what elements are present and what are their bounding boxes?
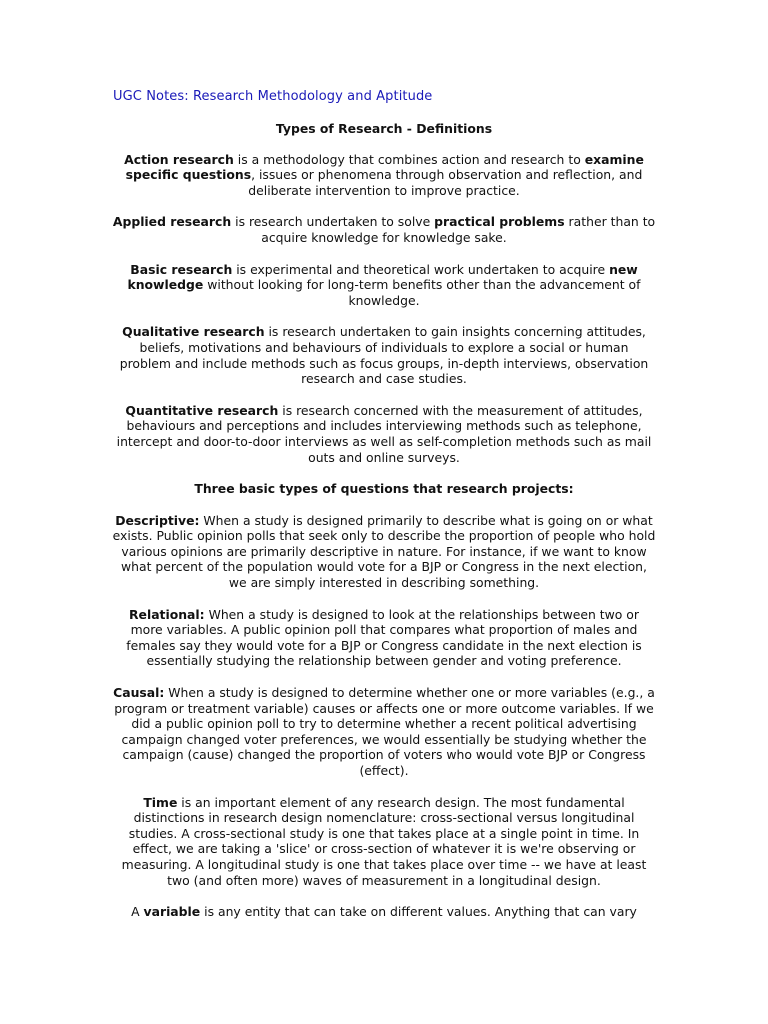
definition-action-research: Action research is a methodology that combines action and research to examine specific questions, issues or phenomena through observation and reflection, and deliberate intervention to improve practice.: [124, 151, 644, 198]
question-relational: Relational: When a study is designed to look at the relationships between two or more variables. A public opinion poll that compares what proportion of males and females say they would vote for a BJP or Congress candidate in the next election is essentially studying the relationship between gender and voting preference.: [126, 606, 642, 669]
definition-qualitative-research: Qualitative research is research undertaken to gain insights concerning attitudes, beliefs, motivations and behaviours of individuals to explore a social or human problem and include methods such as focus groups, in-depth interviews, observation research and case studies.: [119, 324, 649, 387]
time-term: Time: [143, 794, 178, 810]
definition-term: Applied research: [112, 214, 232, 230]
question-term: Causal:: [113, 685, 165, 701]
paragraph-variable: A variable is any entity that can take on different values. Anything that can vary: [131, 904, 637, 920]
paragraph-time: Time is an important element of any research design. The most fundamental distinctions in research design nomenclature: cross-sectional versus longitudinal studies. A cross-sectional study is one that takes place at a single point in time. In effect, we are taking a 'slice' or cross-section of whatever it is we're observing or measuring. A longitudinal study is one that takes place over time -- we have at least two (and often more) waves of measurement in a longitudinal design.: [121, 794, 647, 888]
definition-applied-research: Applied research is research undertaken to solve practical problems rather than to acquire knowledge for knowledge sake.: [112, 214, 656, 245]
question-term: Descriptive:: [115, 512, 200, 528]
definition-quantitative-research: Quantitative research is research concerned with the measurement of attitudes, behaviours and perceptions and includes interviewing methods such as telephone, intercept and door-to-door interviews as well as self-completion methods such as mail outs and online surveys.: [116, 402, 652, 465]
question-term: Relational:: [129, 606, 205, 622]
section-title-question-types: Three basic types of questions that research projects:: [194, 481, 574, 497]
question-causal: Causal: When a study is designed to determine whether one or more variables (e.g., a program or treatment variable) causes or affects one or more outcome variables. If we did a public opinion poll to try to determine whether a recent political advertising campaign changed voter preferences, we would essentially be studying whether the campaign (cause) changed the proportion of voters who would vote BJP or Congress (effect).: [113, 685, 655, 778]
variable-term: variable: [143, 904, 201, 920]
document-body: [112, 121, 656, 936]
document-header: UGC Notes: Research Methodology and Aptitude: [113, 89, 433, 104]
definition-term: Quantitative research: [125, 402, 279, 418]
definition-term: Action research: [124, 151, 234, 167]
definition-term: Basic research: [130, 261, 233, 277]
definition-term: Qualitative research: [122, 324, 265, 340]
question-descriptive: Descriptive: When a study is designed primarily to describe what is going on or what exists. Public opinion polls that seek only to describe the proportion of people who hold various opinions are primarily descriptive in nature. For instance, if we want to know what percent of the population would vote for a BJP or Congress in the next election, we are simply interested in describing something.: [112, 512, 656, 591]
definition-basic-research: Basic research is experimental and theoretical work undertaken to acquire new knowledge without looking for long-term benefits other than the advancement of knowledge.: [127, 261, 641, 308]
document-title: Types of Research - Definitions: [275, 121, 493, 136]
